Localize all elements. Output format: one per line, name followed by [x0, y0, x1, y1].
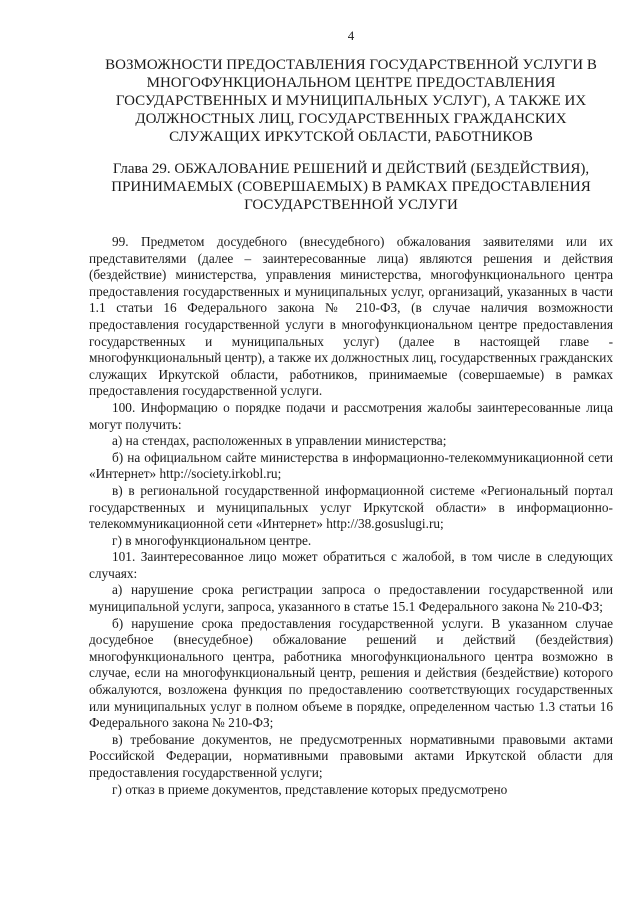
list-item-100-g: г) в многофункциональном центре.	[112, 532, 312, 548]
paragraph-100: 100. Информацию о порядке подачи и рассмотрения жалобы заинтересованные лица могут получить:	[89, 399, 613, 432]
section-title: ВОЗМОЖНОСТИ ПРЕДОСТАВЛЕНИЯ ГОСУДАРСТВЕННОЙ УСЛУГИ В МНОГОФУНКЦИОНАЛЬНОМ ЦЕНТРЕ ПРЕДОСТАВЛЕНИЯ ГОСУДАРСТВЕННЫХ И МУНИЦИПАЛЬНЫХ УСЛУГ), А ТАКЖЕ ИХ ДОЛЖНОСТНЫХ ЛИЦ, ГОСУДАРСТВЕННЫХ ГРАЖДАНСКИХ СЛУЖАЩИХ ИРКУТСКОЙ ОБЛАСТИ, РАБОТНИКОВ	[105, 57, 597, 145]
list-item-101-a: а) нарушение срока регистрации запроса о предоставлении государственной или муниципальной услуги, запроса, указанного в статье 15.1 Федерального закона № 210-ФЗ;	[89, 582, 613, 615]
list-item-101-g: г) отказ в приеме документов, представление которых предусмотрено	[112, 781, 508, 797]
page-number: 4	[347, 28, 355, 43]
document-body	[89, 234, 613, 798]
paragraph-99: 99. Предметом досудебного (внесудебного) обжалования заявителями или их представителями (далее – заинтересованные лица) являются решения и действия (бездействие) министерства, управления министерства, многофункционального центра предоставления государственных и муниципальных услуг, организаций, указанных в части 1.1 статьи 16 Федерального закона № 210-ФЗ, (в случае наличия возможности предоставления государственной услуги в многофункциональном центре предоставления государственных и муниципальных услуг) (далее в настоящей главе - многофункциональный центр), а также их должностных лиц, государственных гражданских служащих Иркутской области, работников, принимаемые (совершаемые) в рамках предоставления государственной услуги.	[89, 234, 613, 399]
document-page	[89, 28, 613, 798]
list-item-101-v: в) требование документов, не предусмотренных нормативными правовыми актами Российской Федерации, нормативными правовыми актами Иркутской области для предоставления государственной услуги;	[89, 731, 613, 780]
list-item-101-b: б) нарушение срока предоставления государственной услуги. В указанном случае досудебное (внесудебное) обжалование решений и действий (бездействия) многофункционального центра, работника многофункционального центра возможно в случае, если на многофункциональный центр, решения и действия (бездействие) которого обжалуются, возложена функция по предоставлению соответствующих государственных или муниципальных услуг в полном объеме в порядке, определенном частью 1.3 статьи 16 Федерального закона № 210-ФЗ;	[89, 615, 613, 731]
list-item-100-b: б) на официальном сайте министерства в информационно-телекоммуникационной сети «Интернет» http://society.irkobl.ru;	[89, 449, 613, 482]
list-item-100-v: в) в региональной государственной информационной системе «Региональный портал государственных и муниципальных услуг Иркутской области» в информационно-телекоммуникационной сети «Интернет» http://38.gosuslugi.ru;	[89, 482, 613, 532]
chapter-title: Глава 29. ОБЖАЛОВАНИЕ РЕШЕНИЙ И ДЕЙСТВИЙ (БЕЗДЕЙСТВИЯ), ПРИНИМАЕМЫХ (СОВЕРШАЕМЫХ) В РАМКАХ ПРЕДОСТАВЛЕНИЯ ГОСУДАРСТВЕННОЙ УСЛУГИ	[111, 161, 591, 213]
paragraph-101: 101. Заинтересованное лицо может обратиться с жалобой, в том числе в следующих случаях:	[89, 549, 613, 581]
list-item-100-a: а) на стендах, расположенных в управлении министерства;	[112, 433, 447, 449]
